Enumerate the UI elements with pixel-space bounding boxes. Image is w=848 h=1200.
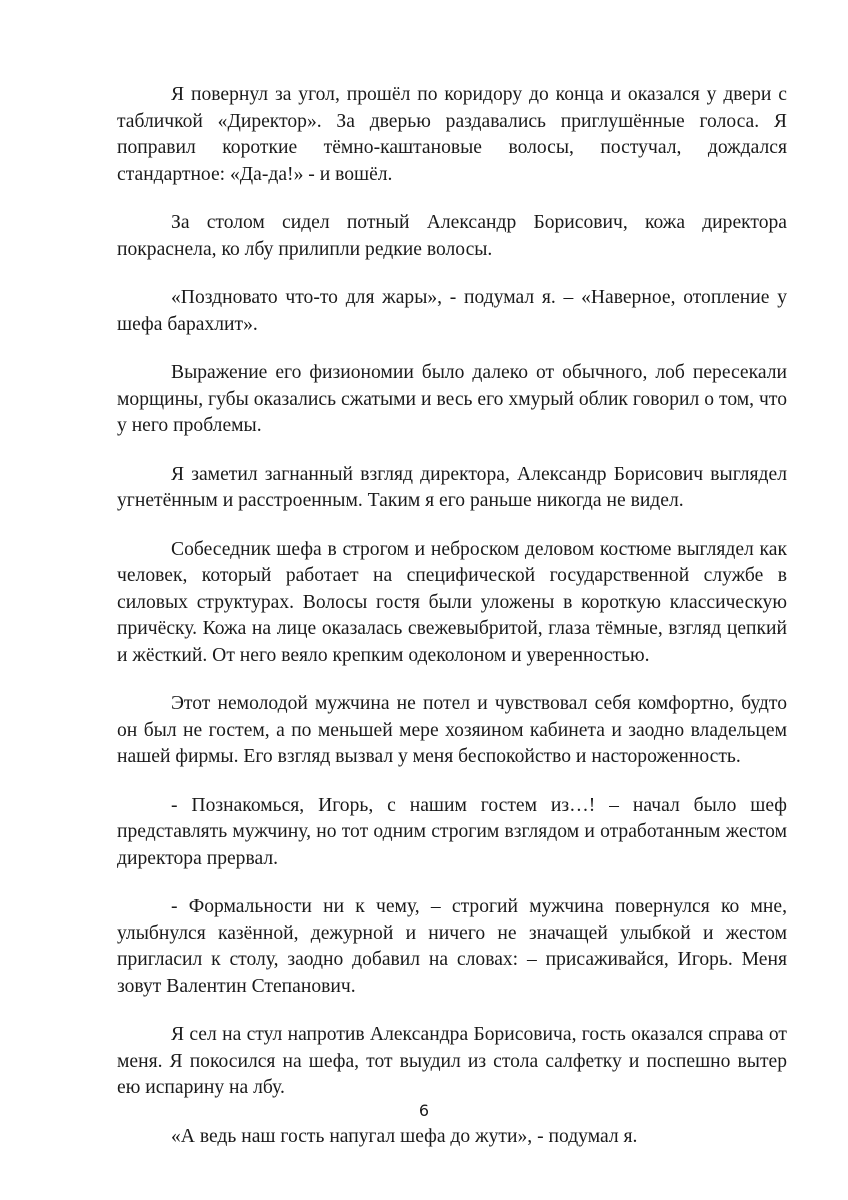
paragraph-2: За столом сидел потный Александр Борисович, кожа директора покраснела, ко лбу прилипли редкие волосы. [117,212,787,260]
text-body [117,82,787,1172]
paragraph-4: Выражение его физиономии было далеко от обычного, лоб пересекали морщины, губы оказались сжатыми и весь его хмурый облик говорил о том, что у него проблемы. [117,362,787,436]
paragraph-6: Собеседник шефа в строгом и неброском деловом костюме выглядел как человек, который работает на специфической государственной службе в силовых структурах. Волосы гостя были уложены в короткую классическую причёску. Кожа на лице оказалась свежевыбритой, глаза тёмные, взгляд цепкий и жёсткий. От него веяло крепким одеколоном и уверенностью. [117,538,787,666]
paragraph-8: - Познакомься, Игорь, с нашим гостем из…! – начал было шеф представлять мужчину, но тот одним строгим взглядом и отработанным жестом директора прервал. [117,794,787,869]
paragraph-9: - Формальности ни к чему, – строгий мужчина повернулся ко мне, улыбнулся казённой, дежурной и ничего не значащей улыбкой и жестом пригласил к столу, заодно добавил на словах: – присаживайся, Игорь. Меня зовут Валентин Степанович. [117,896,787,997]
paragraph-7: Этот немолодой мужчина не потел и чувствовал себя комфортно, будто он был не гостем, а по меньшей мере хозяином кабинета и заодно владельцем нашей фирмы. Его взгляд вызвал у меня беспокойство и настороженность. [117,693,787,767]
paragraph-1: Я повернул за угол, прошёл по коридору до конца и оказался у двери с табличкой «Директор». За дверью раздавались приглушённые голоса. Я поправил короткие тёмно-каштановые волосы, постучал, дождался стандартное: «Да-да!» - и вошёл. [117,84,787,185]
paragraph-3: «Поздновато что-то для жары», - подумал я. – «Наверное, отопление у шефа барахлит». [117,287,787,335]
paragraph-11: «А ведь наш гость напугал шефа до жути», - подумал я. [171,1125,638,1147]
page-number: 6 [418,1101,430,1120]
paragraph-5: Я заметил загнанный взгляд директора, Александр Борисович выглядел угнетённым и расстроенным. Таким я его раньше никогда не видел. [117,463,787,511]
paragraph-10: Я сел на стул напротив Александра Борисовича, гость оказался справа от меня. Я покосился на шефа, тот выудил из стола салфетку и поспешно вытер ею испарину на лбу. [117,1024,787,1098]
